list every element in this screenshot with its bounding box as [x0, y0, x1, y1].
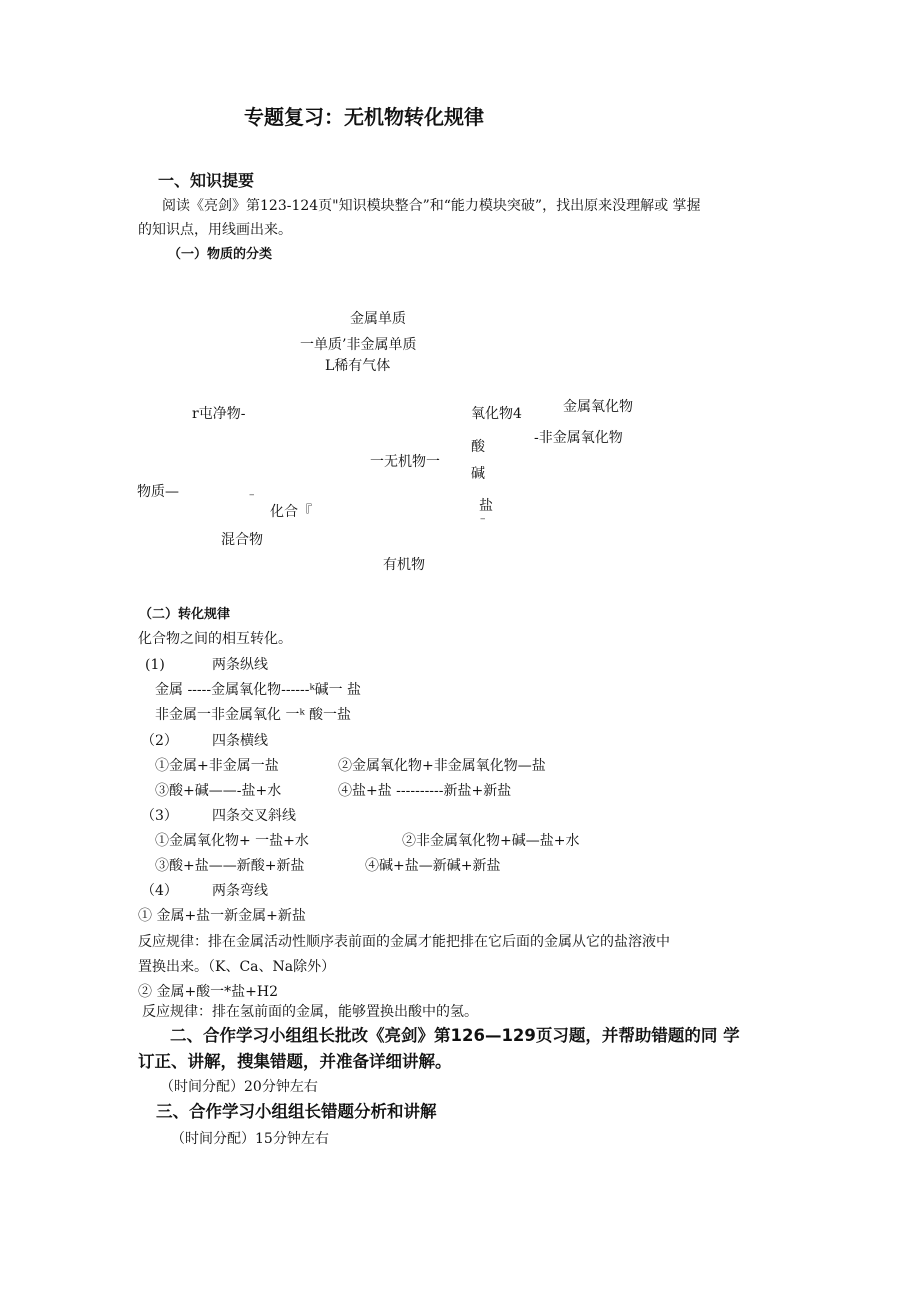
tree-compound: 化合『	[270, 504, 312, 520]
page-title: 专题复习：无机物转化规律	[244, 105, 484, 129]
section2-time: （时间分配）20分钟左右	[160, 1079, 318, 1095]
point4-item2: ② 金属+酸一*盐+H2	[138, 984, 279, 1000]
point3-item-b: ②非金属氧化物+碱—盐+水	[402, 833, 580, 849]
tree-noble-gas: L稀有气体	[325, 358, 391, 374]
section3-heading: 三、合作学习小组组长错题分析和讲解	[156, 1102, 437, 1121]
point2-item-c: ③酸+碱——-盐+水	[155, 783, 282, 799]
tree-metal-oxide: 金属氧化物	[563, 399, 633, 415]
rules-intro: 化合物之间的相互转化。	[138, 631, 292, 647]
section3-time: （时间分配）15分钟左右	[171, 1131, 329, 1147]
tree-oxide: 氧化物4	[471, 406, 522, 422]
point2-item-b: ②金属氧化物+非金属氧化物—盐	[338, 758, 546, 774]
tree-organic: 有机物	[383, 557, 425, 573]
point4-rule1-line1: 反应规律：排在金属活动性顺序表前面的金属才能把排在它后面的金属从它的盐溶液中	[138, 934, 670, 950]
point4-rule2: 反应规律：排在氢前面的金属，能够置换出酸中的氢。	[142, 1004, 478, 1020]
tree-matter: 物质—	[137, 484, 179, 500]
point1-number: (1)	[145, 657, 165, 673]
tree-salt: 盐	[479, 498, 493, 514]
section1-intro-line1: 阅读《亮剑》第123-124页"知识模块整合”和“能力模块突破”，找出原来没理解或 掌握	[162, 198, 701, 214]
tree-bracket-mark: –	[249, 488, 255, 501]
point2-title: 四条横线	[212, 733, 268, 749]
tree-base: 碱	[471, 466, 485, 482]
subsection-classification: （一）物质的分类	[168, 247, 273, 262]
section1-intro-line2: 的知识点，用线画出来。	[138, 222, 292, 238]
tree-acid: 酸	[471, 439, 485, 455]
point3-item-c: ③酸+盐——新酸+新盐	[155, 858, 305, 874]
point1-line2: 非金属一非金属氧化 一ᵏ 酸一盐	[155, 707, 352, 723]
section2-heading-line2: 订正、讲解，搜集错题，并准备详细讲解。	[138, 1052, 452, 1071]
point2-item-d: ④盐+盐 ----------新盐+新盐	[338, 783, 512, 799]
point3-item-a: ①金属氧化物+ 一盐+水	[155, 833, 309, 849]
tree-nonmetal-oxide: -非金属氧化物	[534, 430, 623, 446]
point4-number: （4）	[141, 883, 178, 899]
section2-heading-line1: 二、合作学习小组组长批改《亮剑》第126—129页习题，并帮助错题的同 学	[170, 1026, 740, 1045]
point3-item-d: ④碱+盐—新碱+新盐	[365, 858, 501, 874]
tree-element-nonmetal: 一单质’非金属单质	[300, 337, 417, 353]
point4-title: 两条弯线	[212, 883, 268, 899]
tree-bracket-mark: –	[480, 512, 486, 525]
section1-heading: 一、知识提要	[158, 171, 255, 190]
point1-title: 两条纵线	[212, 657, 268, 673]
point1-line1: 金属 -----金属氧化物------ᵏ碱一 盐	[155, 682, 362, 698]
tree-metal-element: 金属单质	[350, 311, 406, 327]
subsection-rules: （二）转化规律	[139, 607, 231, 622]
point4-rule1-line2: 置换出来。（K、Ca、Na除外）	[138, 959, 336, 975]
point2-item-a: ①金属+非金属一盐	[155, 758, 279, 774]
point3-number: （3）	[141, 808, 178, 824]
tree-pure-substance: r屯净物-	[192, 406, 246, 422]
point2-number: （2）	[141, 733, 178, 749]
tree-mixture: 混合物	[221, 532, 263, 548]
point3-title: 四条交叉斜线	[212, 808, 296, 824]
point4-item1: ① 金属+盐一新金属+新盐	[138, 908, 306, 924]
tree-inorganic: 一无机物一	[370, 454, 440, 470]
